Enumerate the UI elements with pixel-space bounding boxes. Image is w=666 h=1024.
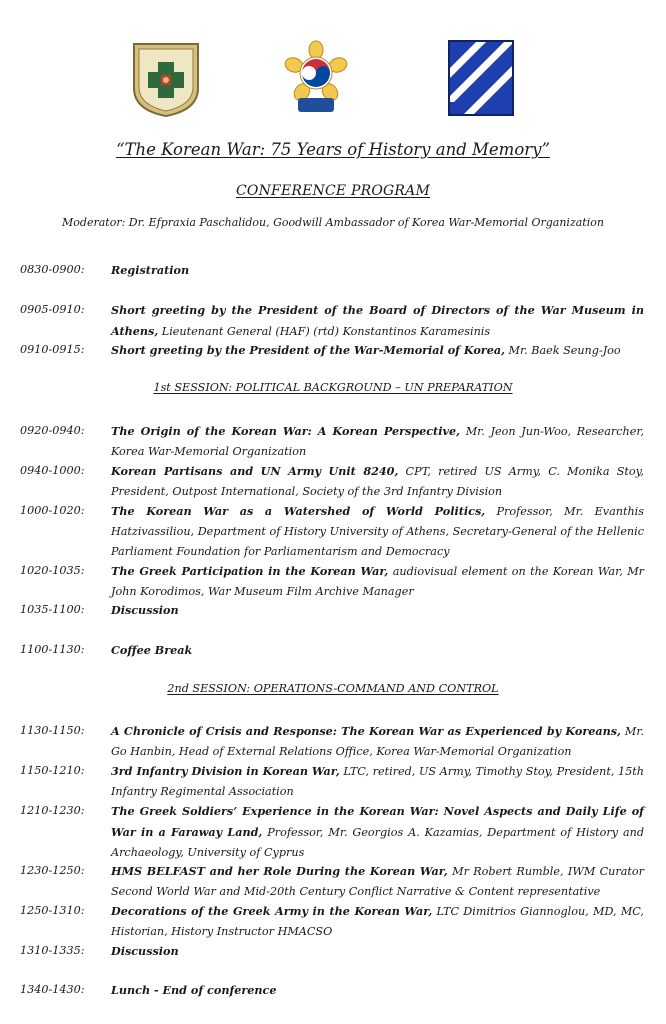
row-main: Coffee Break xyxy=(111,643,193,657)
row-main: Discussion xyxy=(111,603,179,617)
program-heading: CONFERENCE PROGRAM xyxy=(236,183,430,199)
row-time: 1035-1100: xyxy=(20,603,85,616)
korea-emblem-icon xyxy=(284,40,348,118)
row-time: 0830-0900: xyxy=(20,263,85,276)
row-time: 0910-0915: xyxy=(20,343,85,356)
row-main: Discussion xyxy=(111,944,179,958)
row-time: 1340-1430: xyxy=(20,983,85,996)
row-content xyxy=(111,260,644,281)
row-main: The Greek Participation in the Korean War, xyxy=(111,564,389,578)
row-detail: Mr. Jeon Jun-Woo, Researcher, Korea War-Memorial Organization xyxy=(111,425,644,458)
row-content xyxy=(111,761,644,802)
conference-title: “The Korean War: 75 Years of History and Memory” xyxy=(116,140,550,159)
row-content xyxy=(111,461,644,502)
logo-strip xyxy=(0,40,666,120)
korea-national-emblem xyxy=(284,40,348,118)
row-content xyxy=(111,600,644,621)
row-time: 1000-1020: xyxy=(20,504,85,517)
row-detail: Mr. Baek Seung-Joo xyxy=(508,344,621,357)
row-detail: LTC, retired, US Army, Timothy Stoy, President, 15th Infantry Regimental Association xyxy=(111,765,644,798)
moderator-line: Moderator: Dr. Efpraxia Paschalidou, Goodwill Ambassador of Korea War-Memorial Organization xyxy=(62,216,604,229)
row-content xyxy=(111,941,644,962)
row-content xyxy=(111,561,644,602)
war-museum-logo xyxy=(130,40,202,118)
row-main: Korean Partisans and UN Army Unit 8240, xyxy=(111,464,399,478)
row-detail: Professor, Mr. Evanthis Hatzivassiliou, Department of History University of Athens, Secretary-General of the Hellenic Parliament Foundation for Parliamentarism and Democracy xyxy=(111,505,645,558)
row-main: HMS BELFAST and her Role During the Korean War, xyxy=(111,864,448,878)
row-time: 1250-1310: xyxy=(20,904,85,917)
row-content xyxy=(111,801,644,863)
row-time: 1020-1035: xyxy=(20,564,85,577)
third-infantry-division-patch xyxy=(448,40,514,116)
row-content xyxy=(111,640,644,661)
row-main: Short greeting by the President of the Board of Directors of the War Museum in Athens, xyxy=(111,303,644,338)
row-content xyxy=(111,421,644,462)
row-detail: audiovisual element on the Korean War, Mr John Korodimos, War Museum Film Archive Manager xyxy=(111,565,644,598)
diagonal-stripes-icon xyxy=(448,40,514,116)
row-detail: CPT, retired US Army, C. Monika Stoy, President, Outpost International, Society of the 3rd Infantry Division xyxy=(111,465,644,498)
row-detail: Mr Robert Rumble, IWM Curator Second World War and Mid-20th Century Conflict Narrative & Content representative xyxy=(111,865,644,898)
row-content xyxy=(111,980,644,1001)
row-time: 1210-1230: xyxy=(20,804,85,817)
session-2-heading: 2nd SESSION: OPERATIONS-COMMAND AND CONTROL xyxy=(167,682,499,695)
row-main: Lunch - End of conference xyxy=(111,983,277,997)
row-time: 1150-1210: xyxy=(20,764,85,777)
row-content xyxy=(111,340,644,361)
row-main: A Chronicle of Crisis and Response: The Korean War as Experienced by Koreans, xyxy=(111,724,621,738)
row-main: Short greeting by the President of the War-Memorial of Korea, xyxy=(111,343,505,357)
war-museum-shield-icon xyxy=(130,40,202,118)
row-detail: Lieutenant General (HAF) (rtd) Konstantinos Karamesinis xyxy=(161,325,491,338)
row-content xyxy=(111,861,644,902)
row-main: Decorations of the Greek Army in the Korean War, xyxy=(111,904,433,918)
row-time: 0940-1000: xyxy=(20,464,85,477)
row-main: 3rd Infantry Division in Korean War, xyxy=(111,764,340,778)
row-content xyxy=(111,901,644,942)
row-detail: LTC Dimitrios Giannoglou, MD, MC, Historian, History Instructor HMACSO xyxy=(111,905,644,938)
row-main: The Korean War as a Watershed of World Politics, xyxy=(111,504,486,518)
session-1-heading: 1st SESSION: POLITICAL BACKGROUND – UN PREPARATION xyxy=(153,381,513,394)
row-time: 0920-0940: xyxy=(20,424,85,437)
row-content xyxy=(111,300,644,342)
row-detail: Professor, Mr. Georgios A. Kazamias, Department of History and Archaeology, University of Cyprus xyxy=(111,826,644,859)
row-time: 0905-0910: xyxy=(20,303,85,316)
row-main: The Greek Soldiers’ Experience in the Korean War: Novel Aspects and Daily Life of War in a Faraway Land, xyxy=(111,804,644,839)
row-main: Registration xyxy=(111,263,190,277)
row-detail: Mr. Go Hanbin, Head of External Relations Office, Korea War-Memorial Organization xyxy=(111,725,644,758)
row-content xyxy=(111,501,644,562)
row-time: 1230-1250: xyxy=(20,864,85,877)
row-time: 1130-1150: xyxy=(20,724,85,737)
row-main: The Origin of the Korean War: A Korean Perspective, xyxy=(111,424,460,438)
row-time: 1100-1130: xyxy=(20,643,85,656)
row-content xyxy=(111,721,644,762)
row-time: 1310-1335: xyxy=(20,944,85,957)
